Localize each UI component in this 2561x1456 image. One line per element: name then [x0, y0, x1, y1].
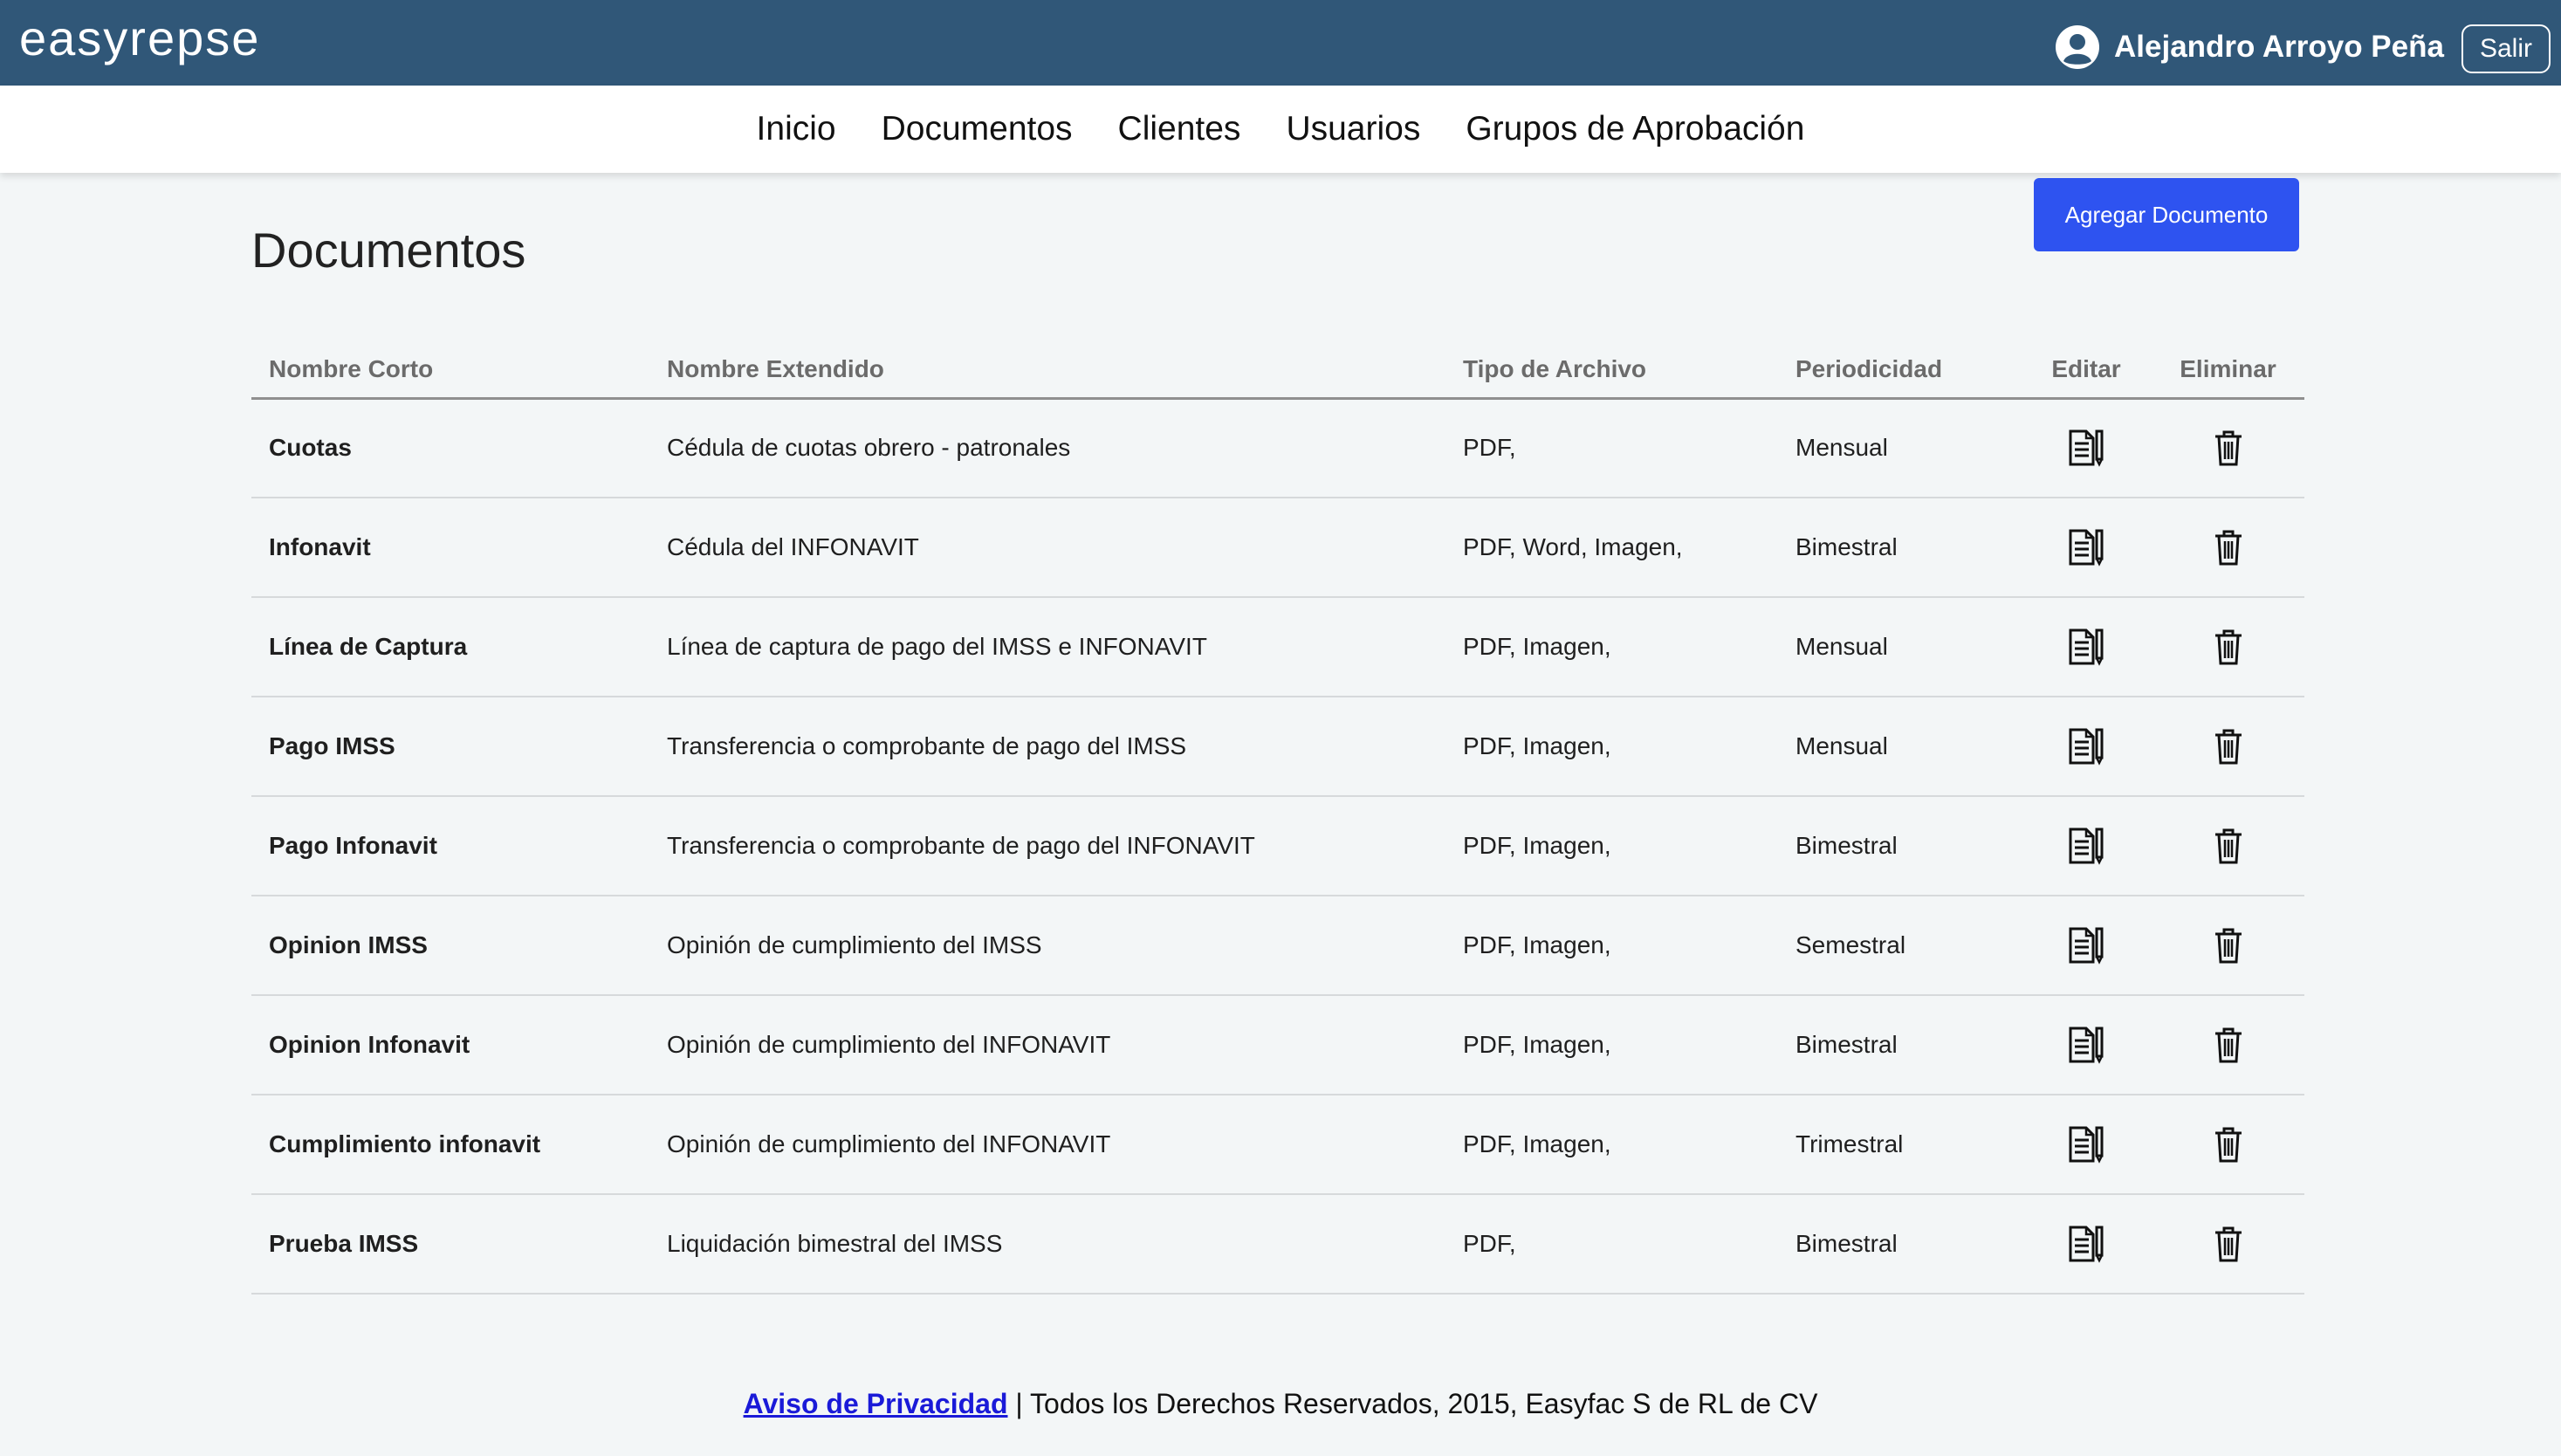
nav-item-documentos[interactable]: Documentos: [881, 110, 1073, 148]
footer: [0, 1388, 2561, 1420]
trash-icon[interactable]: [2214, 927, 2243, 964]
cell-file-type: PDF,: [1445, 1194, 1778, 1294]
edit-document-icon[interactable]: [2067, 827, 2105, 865]
cell-short-name: Prueba IMSS: [251, 1194, 649, 1294]
edit-document-icon[interactable]: [2067, 926, 2105, 965]
cell-short-name: Pago IMSS: [251, 697, 649, 796]
table-row: [251, 896, 2304, 995]
edit-document-icon[interactable]: [2067, 429, 2105, 467]
cell-short-name: Opinion IMSS: [251, 896, 649, 995]
table-row: [251, 398, 2304, 498]
cell-edit: [2021, 1194, 2152, 1294]
table-row: [251, 597, 2304, 697]
table-row: [251, 697, 2304, 796]
edit-document-icon[interactable]: [2067, 727, 2105, 766]
cell-delete: [2152, 697, 2304, 796]
logout-button[interactable]: Salir: [2461, 24, 2551, 73]
trash-icon[interactable]: [2214, 429, 2243, 466]
cell-file-type: PDF,: [1445, 398, 1778, 498]
footer-rights: | Todos los Derechos Reservados, 2015, Easyfac S de RL de CV: [1007, 1388, 1818, 1419]
trash-icon[interactable]: [2214, 828, 2243, 864]
cell-long-name: Transferencia o comprobante de pago del INFONAVIT: [649, 796, 1445, 896]
cell-delete: [2152, 1095, 2304, 1194]
header-periodicity: Periodicidad: [1778, 342, 2021, 398]
table-row: [251, 498, 2304, 597]
cell-file-type: PDF, Word, Imagen,: [1445, 498, 1778, 597]
cell-delete: [2152, 1194, 2304, 1294]
trash-icon[interactable]: [2214, 529, 2243, 566]
cell-short-name: Línea de Captura: [251, 597, 649, 697]
header-delete: Eliminar: [2152, 342, 2304, 398]
cell-edit: [2021, 597, 2152, 697]
trash-icon[interactable]: [2214, 1126, 2243, 1163]
cell-edit: [2021, 498, 2152, 597]
cell-long-name: Opinión de cumplimiento del INFONAVIT: [649, 995, 1445, 1095]
cell-edit: [2021, 896, 2152, 995]
main-nav: [0, 86, 2561, 173]
cell-short-name: Cumplimiento infonavit: [251, 1095, 649, 1194]
cell-periodicity: Trimestral: [1778, 1095, 2021, 1194]
user-menu[interactable]: [2055, 23, 2444, 72]
cell-delete: [2152, 498, 2304, 597]
cell-periodicity: Mensual: [1778, 597, 2021, 697]
edit-document-icon[interactable]: [2067, 628, 2105, 666]
cell-periodicity: Bimestral: [1778, 995, 2021, 1095]
cell-periodicity: Mensual: [1778, 697, 2021, 796]
cell-short-name: Infonavit: [251, 498, 649, 597]
cell-periodicity: Bimestral: [1778, 1194, 2021, 1294]
cell-file-type: PDF, Imagen,: [1445, 697, 1778, 796]
edit-document-icon[interactable]: [2067, 528, 2105, 567]
table-row: [251, 796, 2304, 896]
edit-document-icon[interactable]: [2067, 1225, 2105, 1263]
app-logo[interactable]: easyrepse: [19, 10, 261, 65]
header-short-name: Nombre Corto: [251, 342, 649, 398]
trash-icon[interactable]: [2214, 728, 2243, 765]
cell-long-name: Opinión de cumplimiento del IMSS: [649, 896, 1445, 995]
cell-short-name: Cuotas: [251, 398, 649, 498]
cell-long-name: Línea de captura de pago del IMSS e INFONAVIT: [649, 597, 1445, 697]
table-row: [251, 1095, 2304, 1194]
table-row: [251, 995, 2304, 1095]
table-row: [251, 1194, 2304, 1294]
header-long-name: Nombre Extendido: [649, 342, 1445, 398]
cell-periodicity: Mensual: [1778, 398, 2021, 498]
cell-file-type: PDF, Imagen,: [1445, 896, 1778, 995]
nav-item-inicio[interactable]: Inicio: [756, 110, 836, 148]
user-avatar-icon: [2055, 24, 2100, 70]
documents-table: [251, 342, 2304, 1295]
cell-edit: [2021, 697, 2152, 796]
nav-item-usuarios[interactable]: Usuarios: [1286, 110, 1421, 148]
nav-item-grupos-aprobacion[interactable]: Grupos de Aprobación: [1466, 110, 1805, 148]
cell-delete: [2152, 597, 2304, 697]
cell-short-name: Pago Infonavit: [251, 796, 649, 896]
cell-periodicity: Bimestral: [1778, 796, 2021, 896]
cell-file-type: PDF, Imagen,: [1445, 597, 1778, 697]
cell-long-name: Liquidación bimestral del IMSS: [649, 1194, 1445, 1294]
top-bar: [0, 0, 2561, 86]
user-name: Alejandro Arroyo Peña: [2114, 30, 2444, 64]
add-document-button[interactable]: Agregar Documento: [2034, 178, 2299, 251]
cell-edit: [2021, 995, 2152, 1095]
cell-file-type: PDF, Imagen,: [1445, 796, 1778, 896]
edit-document-icon[interactable]: [2067, 1026, 2105, 1064]
cell-delete: [2152, 398, 2304, 498]
cell-long-name: Transferencia o comprobante de pago del IMSS: [649, 697, 1445, 796]
page-title: Documentos: [251, 223, 526, 278]
cell-periodicity: Bimestral: [1778, 498, 2021, 597]
header-edit: Editar: [2021, 342, 2152, 398]
cell-long-name: Cédula de cuotas obrero - patronales: [649, 398, 1445, 498]
cell-long-name: Cédula del INFONAVIT: [649, 498, 1445, 597]
cell-periodicity: Semestral: [1778, 896, 2021, 995]
privacy-link[interactable]: Aviso de Privacidad: [743, 1388, 1008, 1419]
cell-file-type: PDF, Imagen,: [1445, 1095, 1778, 1194]
header-file-type: Tipo de Archivo: [1445, 342, 1778, 398]
cell-delete: [2152, 796, 2304, 896]
nav-item-clientes[interactable]: Clientes: [1117, 110, 1241, 148]
cell-delete: [2152, 995, 2304, 1095]
cell-short-name: Opinion Infonavit: [251, 995, 649, 1095]
cell-edit: [2021, 1095, 2152, 1194]
cell-long-name: Opinión de cumplimiento del INFONAVIT: [649, 1095, 1445, 1194]
table-header-row: [251, 342, 2304, 398]
cell-delete: [2152, 896, 2304, 995]
trash-icon[interactable]: [2214, 1226, 2243, 1262]
cell-file-type: PDF, Imagen,: [1445, 995, 1778, 1095]
cell-edit: [2021, 796, 2152, 896]
trash-icon[interactable]: [2214, 1027, 2243, 1063]
trash-icon[interactable]: [2214, 628, 2243, 665]
cell-edit: [2021, 398, 2152, 498]
edit-document-icon[interactable]: [2067, 1125, 2105, 1164]
